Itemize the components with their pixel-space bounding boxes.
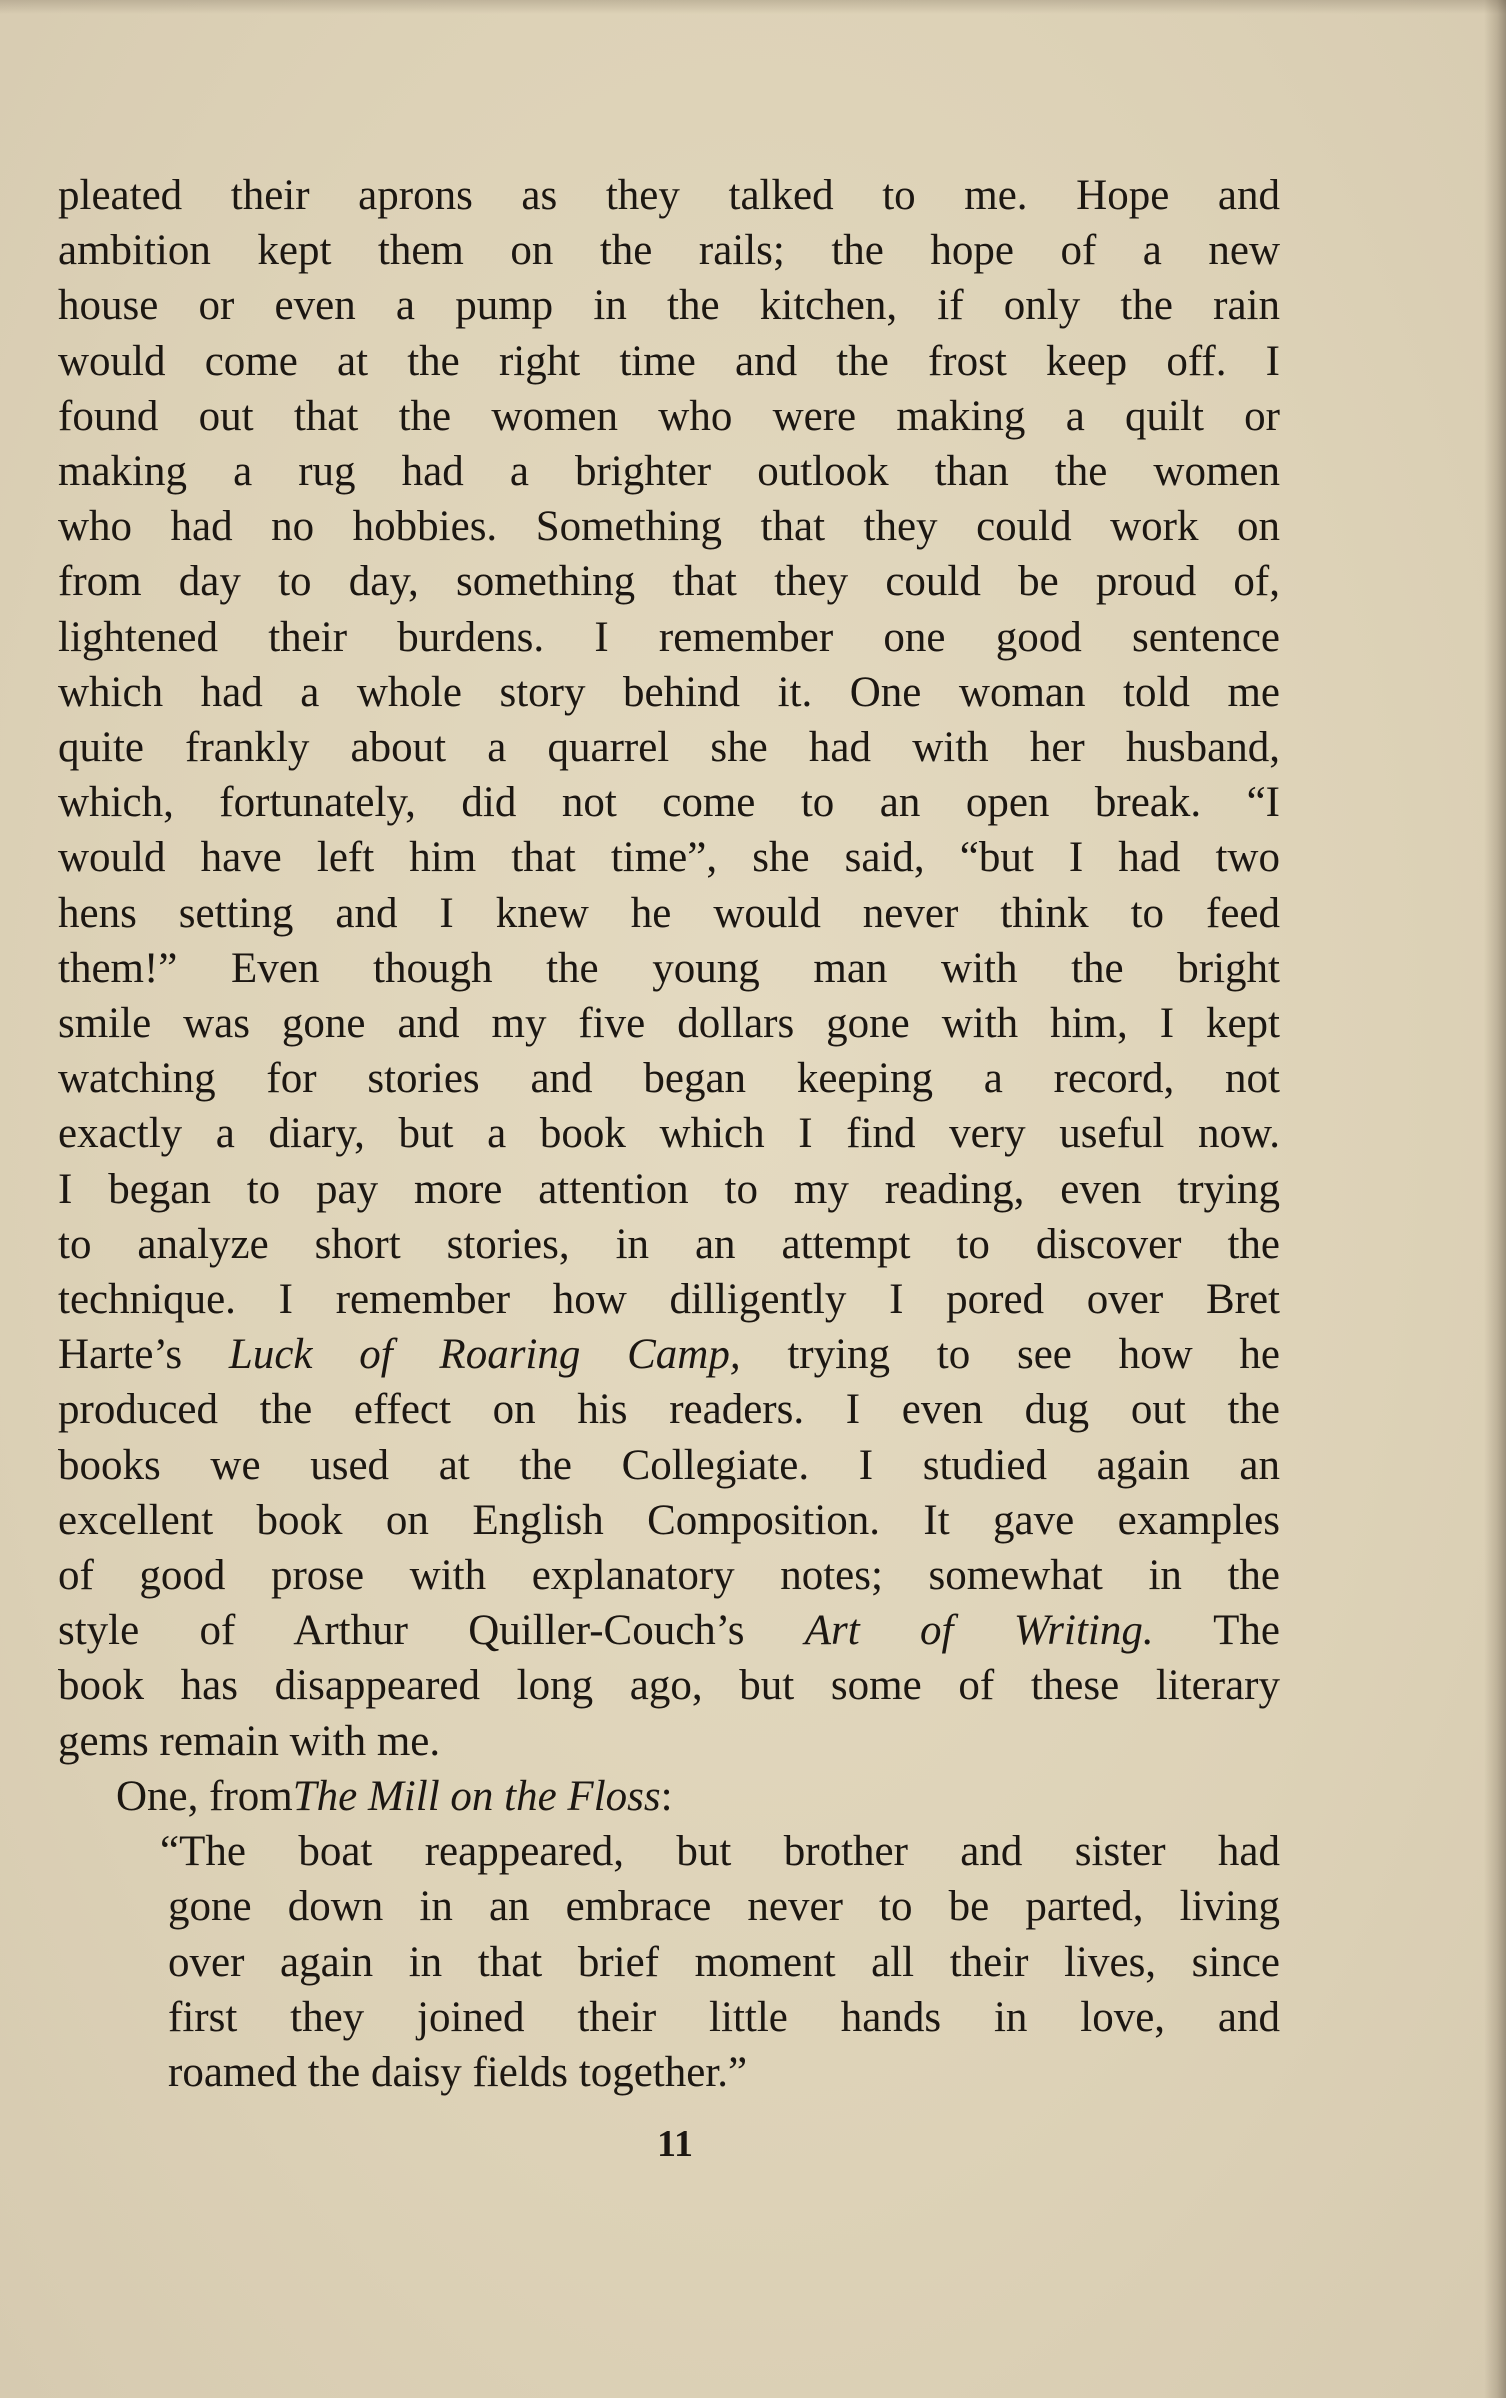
book-title-luck-of-roaring-camp: Luck of Roaring Camp,: [228, 1331, 741, 1379]
line-text-after: The: [1153, 1607, 1280, 1655]
text-line: quite frankly about a quarrel she had with her husband,: [58, 724, 1280, 772]
page-top-shadow: [0, 0, 1506, 14]
text-line: ambition kept them on the rails; the hope of a new: [58, 227, 1280, 275]
text-line: house or even a pump in the kitchen, if only the rain: [58, 282, 1280, 330]
text-line: them!” Even though the young man with the bright: [58, 944, 1280, 992]
text-line: would come at the right time and the frost keep off. I: [58, 337, 1280, 385]
book-title-art-of-writing: Art of Writing.: [804, 1607, 1154, 1655]
text-line: to analyze short stories, in an attempt to discover the: [58, 1220, 1280, 1268]
line-text-after: trying to see how he: [740, 1331, 1281, 1379]
book-title-mill-on-the-floss: The Mill on the Floss: [292, 1772, 661, 1820]
text-line: of good prose with explanatory notes; somewhat in the: [58, 1552, 1280, 1600]
text-line: books we used at the Collegiate. I studied again an: [58, 1441, 1280, 1489]
quote-line: roamed the daisy fields together.”: [168, 2048, 748, 2096]
quote-line: gone down in an embrace never to be parted, living: [168, 1883, 1280, 1931]
quote-line: first they joined their little hands in love, and: [168, 1993, 1280, 2041]
line-text-after: :: [660, 1772, 673, 1820]
text-line: exactly a diary, but a book which I find very useful now.: [58, 1110, 1280, 1158]
text-line: found out that the women who were making a quilt or: [58, 392, 1280, 440]
text-line: from day to day, something that they could be proud of,: [58, 558, 1280, 606]
text-line: I began to pay more attention to my reading, even trying: [58, 1165, 1280, 1213]
page-number: 11: [657, 2123, 693, 2165]
text-line: produced the effect on his readers. I even dug out the: [58, 1386, 1280, 1434]
text-line: which, fortunately, did not come to an open break. “I: [58, 779, 1280, 827]
text-line: gems remain with me.: [58, 1717, 441, 1765]
text-line: technique. I remember how dilligently I pored over Bret: [58, 1276, 1280, 1324]
text-line: would have left him that time”, she said, “but I had two: [58, 834, 1280, 882]
line-text-before: Harte’s: [58, 1331, 229, 1379]
text-line: making a rug had a brighter outlook than the women: [58, 448, 1280, 496]
text-line-luck-of-roaring-camp: [58, 1327, 1280, 1382]
text-line: hens setting and I knew he would never think to feed: [58, 889, 1280, 937]
quote-line: “The boat reappeared, but brother and sister had: [160, 1828, 1280, 1876]
quote-line: over again in that brief moment all their lives, since: [168, 1938, 1280, 1986]
block-quote: [58, 1824, 1280, 2100]
line-text-before: style of Arthur Quiller-Couch’s: [58, 1607, 805, 1655]
text-line: which had a whole story behind it. One woman told me: [58, 668, 1280, 716]
text-line: pleated their aprons as they talked to me. Hope and: [58, 172, 1280, 219]
page-spine-shadow: [1484, 0, 1506, 2398]
text-line: who had no hobbies. Something that they could work on: [58, 503, 1280, 551]
line-text-before: One, from: [116, 1772, 293, 1820]
text-line: smile was gone and my five dollars gone with him, I kept: [58, 1000, 1280, 1048]
text-line-art-of-writing: [58, 1603, 1280, 1658]
text-line: watching for stories and began keeping a record, not: [58, 1055, 1280, 1103]
quote-intro-line: [58, 1769, 1280, 1824]
page-body-text: [58, 168, 1280, 2100]
text-line: excellent book on English Composition. It gave examples: [58, 1496, 1280, 1544]
text-line: lightened their burdens. I remember one good sentence: [58, 613, 1280, 661]
text-line: book has disappeared long ago, but some of these literary: [58, 1662, 1280, 1710]
